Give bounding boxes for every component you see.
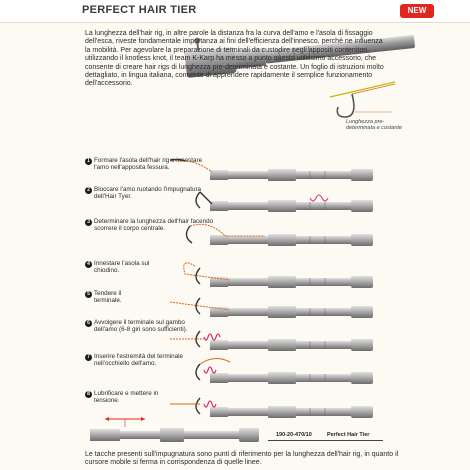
step-text: Determinare la lunghezza dell'hair facendo scorrere il corpo centrale. [94, 218, 214, 233]
step-text: Avvolgere il terminale sul gambo dell'amo (6-8 giri sono sufficienti). [94, 319, 188, 334]
page-title: PERFECT HAIR TIER [82, 4, 197, 16]
step-number: 7 [85, 354, 92, 361]
new-badge: NEW [400, 4, 434, 18]
step-number: 2 [85, 187, 92, 194]
step-number: 5 [85, 291, 92, 298]
step-3-diagram [186, 224, 373, 246]
step-number: 1 [85, 158, 92, 165]
step-number: 4 [85, 261, 92, 268]
step-1-diagram [170, 159, 373, 181]
product-code: 190-20-470/10 [276, 432, 312, 438]
step-4-diagram [184, 263, 373, 288]
step-text: Innestare l'asola sul chiodino. [94, 260, 150, 275]
step-text: Lubrificare e mettere in tensione. [94, 390, 159, 405]
step-text: Formare l'asola dell'hair rig e innestare l'amo nell'apposita fessura. [94, 157, 203, 172]
bottom-note: Le tacche presenti sull'impugnatura sono punti di riferimento per la lunghezza dell'hair rig, in quanto il cursore mobile si ferma in corrispondenza di quelle linee. [85, 451, 399, 466]
intro-paragraph: La lunghezza dell'hair rig, in altre parole la distanza fra la curva dell'amo e l'asola di fissaggio dell'esca, riveste fondamentale importanza ai fini dell'efficienza dell'innesco, perché ne influenza la mobilità. Per agevolare la preparazione di terminali da custodire negli appositi contenitori, utilizzando il knotless knot, il team K-Karp ha messo a punto questo utilissimo accessorio, che consente di creare hair rigs di lunghezza pre-determinata e costante. Un foglio di istruzioni molto dettagliato, in lingua italiana, consente di apprendere rapidamente il semplice funzionamento dell'accessorio. [85, 30, 384, 88]
step-text: Bloccare l'amo ruotando l'impugnatura dell'Hair Tyer. [94, 186, 202, 201]
page-header [0, 0, 470, 23]
footer-divider [268, 440, 383, 441]
step-2-diagram [196, 192, 373, 212]
step-number: 6 [85, 320, 92, 327]
step-5-diagram [170, 298, 373, 318]
product-name: Perfect Hair Tier [327, 432, 370, 438]
step-number: 8 [85, 391, 92, 398]
inset-label: Lunghezza pre-determinata e costante [346, 119, 402, 131]
intro-text [85, 30, 385, 89]
step-7-diagram [196, 358, 373, 384]
step-text: Inserire l'estremità del terminale nell'occhiello dell'amo. [94, 353, 184, 368]
steps-illustrations [170, 150, 390, 430]
markings-diagram [85, 415, 265, 451]
step-number: 3 [85, 219, 92, 226]
step-text: Tendere il terminale. [94, 290, 122, 305]
step-6-diagram [170, 331, 373, 351]
